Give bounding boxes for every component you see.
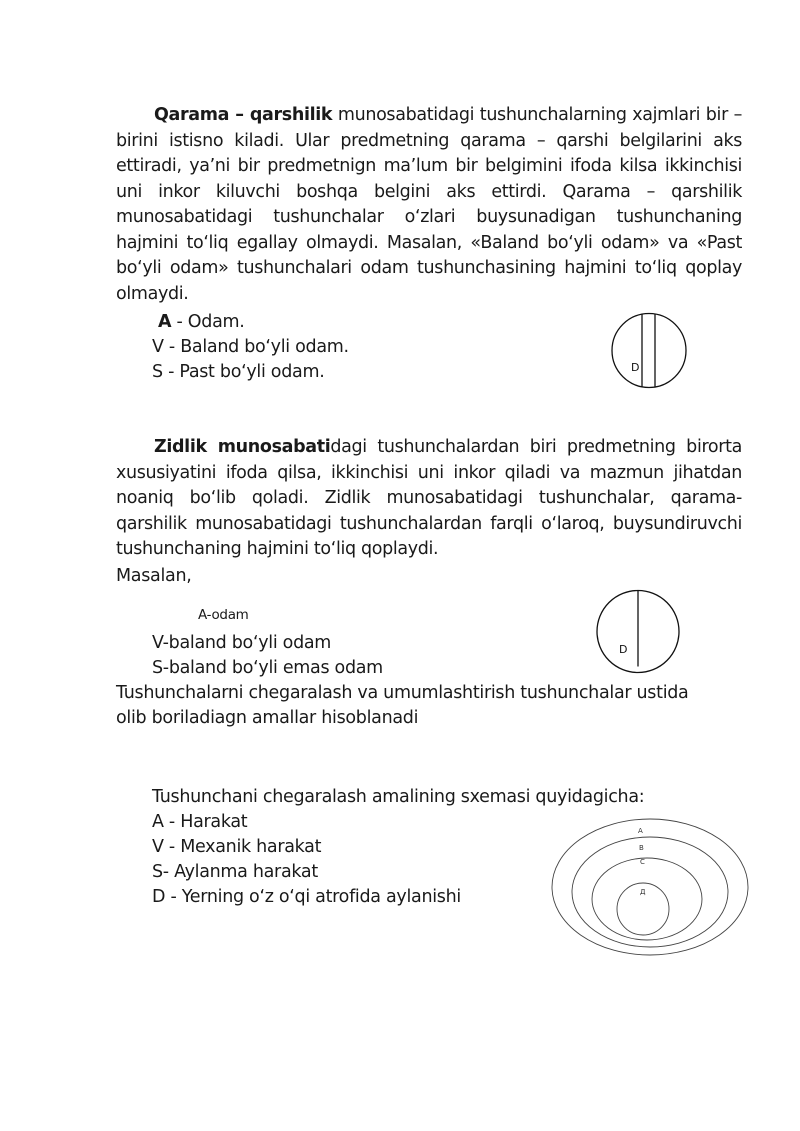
list-item: A-odam bbox=[198, 607, 249, 623]
contrary-relation-diagram bbox=[610, 313, 690, 389]
paragraph-contrary-relation bbox=[116, 103, 742, 307]
paragraph-text: munosabatidagi tushunchalarning xajmlari bir – birini istisno kiladi. Ular predmetning qarama – qarshi belgilarini aks ettiradi, ya’ni bir predmetnign ma’lum bir belgimini ifoda kilsa ikkinchisi uni inkor kiluvchi boshqa belgini aks ettirdi. Qarama – qarshilik munosabatidagi tushunchalar o‘zlari buysunadigan tushunchaning hajmini to‘liq egallay olmaydi. Masalan, «Baland bo‘yli odam» va «Past bo‘yli odam» tushunchalari odam tushunchasining hajmini to‘liq qoplay olmaydi. bbox=[116, 105, 742, 304]
list-item: D - Yerning o‘z o‘qi atrofida aylanishi bbox=[152, 887, 461, 907]
item-letter: A bbox=[158, 312, 172, 332]
list-item: S - Past bo‘yli odam. bbox=[152, 362, 325, 382]
paragraph-text: dagi tushunchalardan biri predmetning birorta xususiyatini ifoda qilsa, ikkinchisi uni inkor qiladi va mazmun jihatdan noaniq bo‘lib qoladi. Zidlik munosabatidagi tushunchalar, qarama-qarshilik munosabatidagi tushunchalardan farqli o‘laroq, buysundiruvchi tushunchaning hajmini to‘liq qoplaydi. bbox=[116, 437, 743, 559]
diagram-label: D bbox=[619, 643, 628, 656]
ellipse-label: C bbox=[640, 858, 645, 866]
ellipse-label: A bbox=[638, 827, 643, 835]
item-text: - Odam. bbox=[171, 312, 245, 332]
list-item bbox=[158, 310, 245, 335]
list-item: V - Baland bo‘yli odam. bbox=[152, 337, 349, 357]
list-item: A - Harakat bbox=[152, 812, 248, 832]
list-item: S-baland bo‘yli emas odam bbox=[152, 658, 383, 678]
contradictory-relation-diagram bbox=[597, 596, 681, 668]
term-contradictory: Zidlik munosabati bbox=[154, 437, 331, 457]
ellipse-a bbox=[552, 819, 748, 955]
ellipse-label: Д bbox=[640, 888, 646, 896]
example-label: Masalan, bbox=[116, 566, 192, 586]
closing-line: olib boriladiagn amallar hisoblanadi bbox=[116, 708, 419, 728]
ellipse-c bbox=[592, 858, 702, 940]
ellipse-label: B bbox=[639, 844, 644, 852]
diagram-label: D bbox=[631, 361, 640, 374]
list-item: V-baland bo‘yli odam bbox=[152, 633, 332, 653]
closing-line: Tushunchalarni chegaralash va umumlashtirish tushunchalar ustida bbox=[116, 683, 689, 703]
ellipse-b bbox=[572, 837, 728, 947]
paragraph-contradictory-relation bbox=[116, 435, 742, 563]
term-contrary: Qarama – qarshilik bbox=[154, 105, 333, 125]
diagram-circle bbox=[612, 314, 686, 388]
list-item: V - Mexanik harakat bbox=[152, 837, 322, 857]
list-item: S- Aylanma harakat bbox=[152, 862, 318, 882]
nested-concepts-diagram bbox=[550, 817, 750, 957]
scheme-heading: Tushunchani chegaralash amalining sxemasi quyidagicha: bbox=[152, 787, 645, 807]
